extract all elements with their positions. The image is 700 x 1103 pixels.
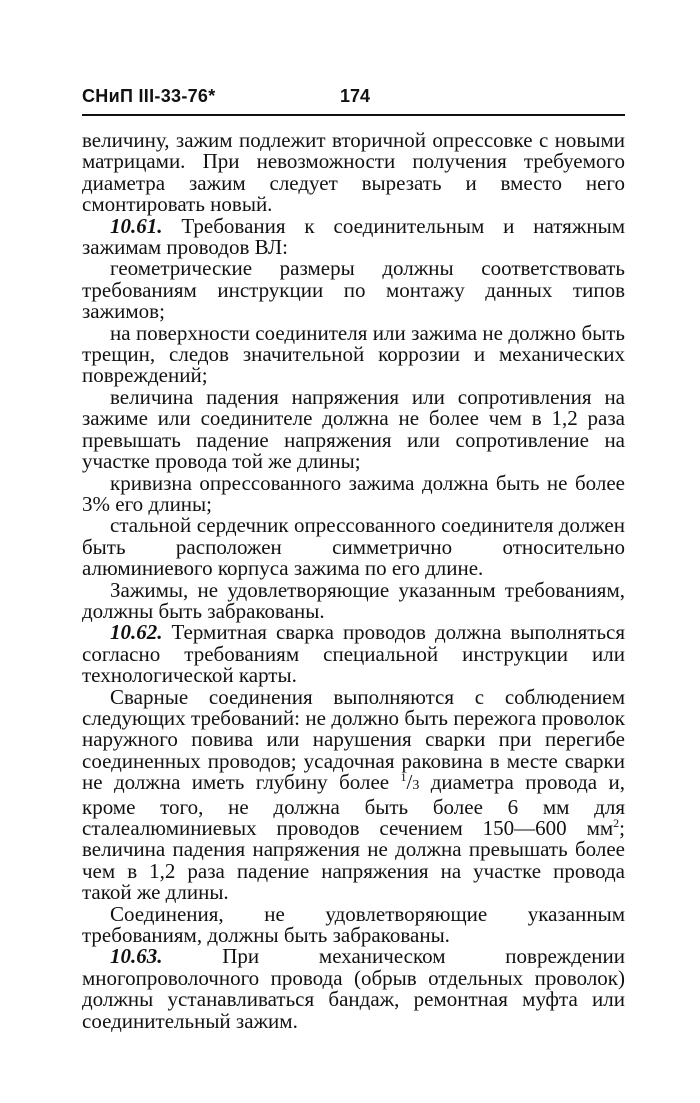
paragraph-10-63: 10.63. При механическом повреждении многопроволочного провода (обрыв отдельных проволок) должны устанавливаться бандаж, ремонтная муфта или соединительный зажим. xyxy=(82,944,625,1033)
header-rule xyxy=(82,114,625,116)
paragraph-item: геометрические размеры должны соответствовать требованиям инструкции по монтажу данных типов зажимов; xyxy=(82,256,625,324)
paragraph: Зажимы, не удовлетворяющие указанным требованиям, должны быть забракованы. xyxy=(82,577,625,623)
body-text xyxy=(82,130,625,1032)
clause-number: 10.63. xyxy=(110,944,163,969)
paragraph-item: кривизна опрессованного зажима должна быть не более 3% его длины; xyxy=(82,470,625,516)
page-header xyxy=(82,86,622,112)
paragraph-item: на поверхности соединителя или зажима не должно быть трещин, следов значительной коррозии и механических повреждений; xyxy=(82,320,625,388)
fraction-numerator: 1 xyxy=(400,770,407,785)
paragraph-continuation: величину, зажим подлежит вторичной опрессовке с новыми матрицами. При невозможности получения требуемого диаметра зажим следует вырезать и вместо него смонтировать новый. xyxy=(82,128,625,217)
unit-superscript: 2 xyxy=(613,816,620,830)
document-code: СНиП III-33-76* xyxy=(82,86,216,106)
page-number: 174 xyxy=(340,86,371,106)
clause-number: 10.62. xyxy=(110,620,163,645)
paragraph-item: стальной сердечник опрессованного соединителя должен быть расположен симметрично относительно алюминиевого корпуса зажима по его длине. xyxy=(82,513,625,581)
paragraph-welding: Сварные соединения выполняются с соблюдением следующих требований: не должно быть пережога проволок наружного повива или нарушения сварки при перегибе соединенных проводов; усадочная раковина в месте сварки не должна иметь глубину более $^1$/3 диаметра провода и, кроме того, не должна быть более 6 мм для сталеалюминиевых проводов сечением 150—600 $мм^2$; величина падения напряжения не должна превышать более чем в 1,2 раза падение напряжения на участке провода такой же длины. xyxy=(82,684,625,905)
clause-number: 10.61. xyxy=(110,213,163,238)
fraction-denominator: 3 xyxy=(412,778,420,794)
paragraph-10-61: 10.61. Требования к соединительным и натяжным зажимам проводов ВЛ: xyxy=(82,213,625,260)
paragraph-10-62: 10.62. Термитная сварка проводов должна выполняться согласно требованиям специальной инструкции или технологической карты. xyxy=(82,620,625,688)
paragraph-item: величина падения напряжения или сопротивления на зажиме или соединителе должна не более чем в 1,2 раза превышать падение напряжения или сопротивление на участке провода той же длины; xyxy=(82,384,625,474)
paragraph: Соединения, не удовлетворяющие указанным требованиям, должны быть забракованы. xyxy=(82,901,625,948)
